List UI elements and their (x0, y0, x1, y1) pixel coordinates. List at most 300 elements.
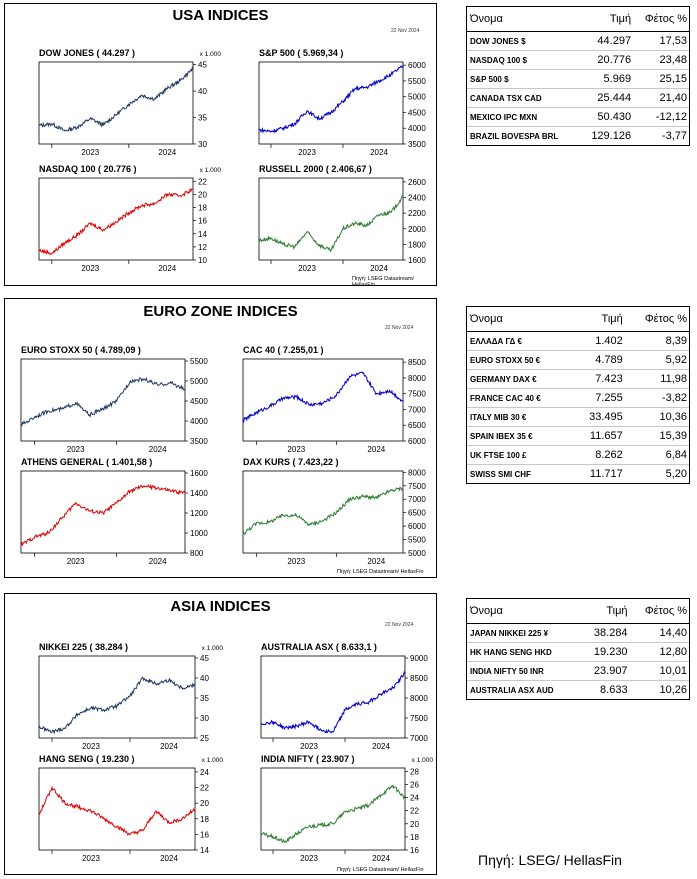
data-point (103, 124, 104, 125)
table-row (467, 389, 689, 408)
usa-panel-date: 22 Nov 2024 (391, 28, 420, 34)
chart-title: EURO STOXX 50 ( 4.789,09 ) (21, 345, 141, 355)
index-price: 20.776 (580, 51, 633, 70)
series-line (39, 677, 195, 733)
data-point (194, 809, 195, 810)
data-point (141, 205, 142, 206)
data-point (330, 112, 331, 113)
x-tick-label: 2023 (66, 445, 85, 454)
series-line (261, 672, 405, 733)
data-point (141, 95, 142, 96)
data-point (142, 830, 143, 831)
chart-svg (237, 455, 433, 567)
usa-panel (4, 3, 437, 286)
data-point (368, 805, 369, 806)
y-tick-label: 30 (200, 714, 209, 723)
data-point (115, 114, 116, 115)
series-line (39, 68, 193, 131)
chart-athens (15, 455, 215, 567)
data-point (77, 806, 78, 807)
index-name: FRANCE CAC 40 € (467, 389, 572, 408)
chart-stoxx (15, 343, 215, 455)
euro-table (466, 306, 690, 484)
data-point (34, 536, 35, 537)
index-name: GERMANY DAX € (467, 370, 572, 389)
chart-title: S&P 500 ( 5.969,34 ) (259, 48, 344, 58)
index-ytd: 10,26 (659, 684, 687, 696)
data-point (362, 373, 363, 374)
data-point (404, 672, 405, 673)
table-row (467, 624, 689, 643)
table-row (467, 643, 689, 662)
y-tick-label: 1600 (408, 256, 426, 265)
index-price: 7.255 (572, 389, 624, 408)
series-line (21, 378, 185, 426)
index-ytd: 14,40 (630, 624, 689, 643)
x-tick-label: 2024 (367, 557, 386, 566)
table-row (467, 446, 689, 465)
y-tick-label: 1400 (190, 489, 208, 498)
table-header-row (467, 599, 689, 624)
data-point (356, 808, 357, 809)
usa-panel-title: USA INDICES (172, 7, 269, 24)
index-price: 1.402 (572, 332, 624, 351)
euro-panel-date: 22 Nov 2024 (385, 325, 414, 331)
plot-frame (39, 178, 193, 260)
index-ytd: 5,20 (665, 468, 687, 480)
series-line (21, 485, 185, 545)
data-point (294, 123, 295, 124)
table-row (467, 332, 689, 351)
chart-title: CAC 40 ( 7.255,01 ) (243, 345, 324, 355)
data-point (77, 126, 78, 127)
col-ytd-header: Φέτος % (630, 599, 689, 624)
table-row (467, 351, 689, 370)
chart-svg (255, 752, 435, 864)
data-point (336, 395, 337, 396)
y-tick-label: 7500 (408, 389, 426, 399)
index-name: SWISS SMI CHF (470, 469, 531, 479)
data-point (128, 104, 129, 105)
y-tick-label: 8500 (410, 674, 428, 683)
data-point (362, 496, 363, 497)
x-tick-label: 2023 (81, 264, 100, 273)
y-tick-label: 8000 (408, 373, 426, 383)
data-point (389, 491, 390, 492)
y-tick-label: 7000 (410, 734, 428, 743)
col-price-header: Τιμή (580, 7, 633, 32)
data-point (130, 490, 131, 491)
plot-frame (243, 471, 403, 553)
data-point (61, 408, 62, 409)
chart-svg (33, 46, 223, 158)
data-point (260, 833, 261, 834)
index-name: NASDAQ 100 $ (467, 51, 580, 70)
index-name: JAPAN NIKKEI 225 ¥ (467, 624, 581, 643)
table-row (467, 32, 689, 51)
data-point (376, 393, 377, 394)
col-name-header: Όνομα (467, 307, 572, 332)
data-point (20, 424, 21, 425)
chart-asx (255, 640, 435, 752)
y-tick-label: 16 (410, 846, 419, 855)
y-tick-label: 6000 (408, 61, 426, 71)
data-point (155, 810, 156, 811)
x-tick-label: 2024 (372, 854, 390, 863)
chart-russell (253, 162, 433, 274)
data-point (171, 490, 172, 491)
col-name-header: Όνομα (467, 599, 581, 624)
y-tick-label: 9000 (410, 654, 428, 663)
data-point (296, 725, 297, 726)
data-point (64, 803, 65, 804)
chart-title: RUSSELL 2000 ( 2.406,67 ) (259, 164, 372, 174)
euro-panel-title: EURO ZONE INDICES (143, 303, 298, 320)
y-tick-label: 5500 (408, 535, 426, 545)
index-ytd: 25,15 (633, 70, 689, 89)
table-row (467, 662, 689, 681)
col-price-header: Τιμή (581, 599, 630, 624)
table-row (467, 89, 689, 108)
x-tick-label: 2023 (300, 854, 318, 863)
index-price: 50.430 (580, 108, 633, 127)
index-price: 129.126 (591, 130, 632, 142)
data-point (354, 223, 355, 224)
y-tick-label: 20 (200, 799, 209, 809)
table-row (467, 370, 689, 389)
data-point (242, 534, 243, 535)
chart-title: DAX KURS ( 7.423,22 ) (243, 457, 339, 467)
index-name: INDIA NIFTY 50 INR (467, 662, 581, 681)
data-point (102, 512, 103, 513)
y-tick-label: 1000 (190, 529, 208, 538)
x-tick-label: 2024 (148, 445, 167, 454)
plot-frame (259, 62, 403, 144)
index-price: 8.633 (600, 684, 628, 696)
index-ytd: 23,48 (633, 51, 689, 70)
footer-source: Πηγή: LSEG/ HellasFin (478, 852, 622, 868)
data-point (402, 487, 403, 488)
data-point (48, 410, 49, 411)
chart-unit: x 1.000 (199, 167, 221, 174)
data-point (356, 703, 357, 704)
index-name: EURO STOXX 50 € (467, 351, 572, 370)
data-point (143, 378, 144, 379)
plot-frame (39, 656, 195, 738)
chart-title: ATHENS GENERAL ( 1.401,58 ) (21, 457, 153, 467)
data-point (89, 414, 90, 415)
y-tick-label: 4000 (190, 417, 208, 426)
x-tick-label: 2024 (148, 557, 167, 566)
data-point (184, 389, 185, 390)
data-point (269, 406, 270, 407)
data-point (308, 721, 309, 722)
series-line (243, 372, 403, 422)
data-point (38, 814, 39, 815)
chart-unit: x 1.000 (201, 645, 223, 652)
data-point (128, 212, 129, 213)
data-point (116, 826, 117, 827)
data-point (366, 225, 367, 226)
col-name-header: Όνομα (467, 7, 580, 32)
y-tick-label: 6000 (408, 522, 426, 532)
data-point (154, 203, 155, 204)
data-point (157, 487, 158, 488)
data-point (320, 729, 321, 730)
index-price: 8.262 (572, 446, 624, 465)
table-row (467, 51, 689, 70)
index-ytd: -3,82 (625, 389, 689, 408)
data-point (294, 246, 295, 247)
table-row (467, 408, 689, 427)
data-point (332, 731, 333, 732)
data-point (308, 826, 309, 827)
index-price: 44.297 (580, 32, 633, 51)
plot-frame (261, 768, 405, 850)
data-point (48, 532, 49, 533)
y-tick-label: 14 (198, 229, 207, 239)
y-tick-label: 24 (410, 793, 419, 803)
x-tick-label: 2024 (367, 445, 386, 454)
col-ytd-header: Φέτος % (633, 7, 689, 32)
y-tick-label: 4000 (408, 124, 426, 134)
data-point (366, 87, 367, 88)
x-tick-label: 2024 (370, 148, 388, 157)
data-point (51, 123, 52, 124)
data-point (380, 794, 381, 795)
data-point (64, 727, 65, 728)
data-point (402, 196, 403, 197)
chart-nifty (255, 752, 435, 864)
chart-svg (15, 343, 215, 455)
y-tick-label: 18 (410, 832, 419, 842)
data-point (282, 398, 283, 399)
table-row (467, 681, 689, 700)
chart-svg (33, 162, 223, 274)
data-point (389, 390, 390, 391)
asia-table (466, 598, 690, 700)
table-row (467, 70, 689, 89)
chart-unit: x 1.000 (199, 51, 221, 58)
y-tick-label: 14 (200, 846, 209, 855)
data-point (284, 842, 285, 843)
index-ytd: -3,77 (661, 130, 687, 142)
series-line (259, 196, 403, 251)
data-point (181, 818, 182, 819)
data-point (376, 497, 377, 498)
y-tick-label: 18 (198, 203, 207, 213)
data-point (309, 524, 310, 525)
chart-dow (33, 46, 223, 158)
chart-svg (15, 455, 215, 567)
series-line (259, 66, 403, 132)
usa-panel-source: Πηγή: LSEG Datastream/ HellasFin (352, 276, 415, 288)
chart-title: INDIA NIFTY ( 23.907 ) (261, 754, 355, 764)
index-ytd: 11,98 (625, 370, 689, 389)
x-tick-label: 2023 (287, 445, 306, 454)
y-tick-label: 10 (198, 256, 207, 265)
table-row (467, 465, 689, 484)
asia-panel-source: Πηγή: LSEG Datastream/ HellasFin (337, 867, 424, 873)
y-tick-label: 8000 (408, 468, 426, 478)
data-point (155, 683, 156, 684)
y-tick-label: 40 (200, 674, 209, 683)
x-tick-label: 2024 (158, 264, 177, 273)
y-tick-label: 5000 (408, 92, 426, 102)
chart-svg (33, 640, 225, 752)
data-point (258, 240, 259, 241)
chart-title: NIKKEI 225 ( 38.284 ) (39, 642, 129, 652)
index-name: MEXICO IPC MXN (467, 108, 580, 127)
x-tick-label: 2024 (160, 854, 178, 863)
data-point (89, 510, 90, 511)
data-point (306, 110, 307, 111)
index-ytd: -12,12 (633, 108, 689, 127)
index-ytd: 6,84 (625, 446, 689, 465)
data-point (354, 88, 355, 89)
data-point (143, 485, 144, 486)
data-point (336, 512, 337, 513)
data-point (256, 523, 257, 524)
chart-svg (253, 162, 433, 274)
y-tick-label: 22 (410, 806, 419, 816)
data-point (154, 98, 155, 99)
index-ytd: 10,01 (630, 662, 689, 681)
data-point (402, 401, 403, 402)
data-point (368, 701, 369, 702)
x-tick-label: 2023 (298, 264, 316, 273)
data-point (77, 713, 78, 714)
data-point (260, 723, 261, 724)
x-tick-label: 2024 (160, 742, 178, 751)
data-point (404, 798, 405, 799)
y-tick-label: 6500 (408, 508, 426, 518)
data-point (272, 836, 273, 837)
index-price: 23.907 (581, 662, 630, 681)
data-point (90, 118, 91, 119)
data-point (349, 376, 350, 377)
data-point (318, 245, 319, 246)
index-ytd: 21,40 (633, 89, 689, 108)
data-point (75, 402, 76, 403)
chart-cac (237, 343, 433, 455)
y-tick-label: 7500 (410, 714, 428, 723)
y-tick-label: 7000 (408, 495, 426, 505)
data-point (330, 250, 331, 251)
index-name: AUSTRALIA ASX AUD (470, 685, 554, 695)
chart-nikkei (33, 640, 225, 752)
y-tick-label: 22 (200, 783, 209, 793)
data-point (103, 818, 104, 819)
data-point (34, 416, 35, 417)
data-point (38, 125, 39, 126)
data-point (270, 238, 271, 239)
data-point (270, 131, 271, 132)
table-header-row (467, 307, 689, 332)
chart-svg (255, 640, 435, 752)
y-tick-label: 40 (198, 87, 207, 97)
data-point (102, 408, 103, 409)
chart-title: AUSTRALIA ASX ( 8.633,1 ) (261, 642, 377, 652)
data-point (51, 787, 52, 788)
data-point (242, 420, 243, 421)
index-name: ITALY MIB 30 € (467, 408, 572, 427)
data-point (402, 66, 403, 67)
y-tick-label: 16 (198, 216, 207, 226)
data-point (296, 833, 297, 834)
x-tick-label: 2023 (82, 742, 100, 751)
data-point (344, 709, 345, 710)
y-tick-label: 26 (410, 780, 419, 790)
data-point (64, 130, 65, 131)
data-point (38, 726, 39, 727)
data-point (282, 515, 283, 516)
index-price: 33.495 (572, 408, 624, 427)
index-ytd: 12,80 (630, 643, 689, 662)
asia-panel-title: ASIA INDICES (170, 598, 271, 615)
chart-title: HANG SENG ( 19.230 ) (39, 754, 135, 764)
data-point (90, 223, 91, 224)
data-point (342, 101, 343, 102)
data-point (171, 382, 172, 383)
index-ytd: 5,92 (625, 351, 689, 370)
data-point (309, 404, 310, 405)
x-tick-label: 2023 (298, 148, 316, 157)
y-tick-label: 45 (200, 654, 209, 663)
y-tick-label: 4500 (190, 397, 208, 406)
data-point (64, 242, 65, 243)
data-point (38, 250, 39, 251)
data-point (90, 810, 91, 811)
chart-title: DOW JONES ( 44.297 ) (39, 48, 136, 58)
data-point (181, 687, 182, 688)
data-point (344, 811, 345, 812)
y-tick-label: 2600 (408, 177, 426, 187)
data-point (180, 195, 181, 196)
euro-panel (4, 298, 437, 578)
index-ytd: 8,39 (625, 332, 689, 351)
data-point (284, 727, 285, 728)
x-tick-label: 2023 (287, 557, 306, 566)
data-point (116, 705, 117, 706)
data-point (322, 520, 323, 521)
data-point (142, 677, 143, 678)
data-point (61, 517, 62, 518)
plot-frame (261, 656, 405, 738)
chart-svg (237, 343, 433, 455)
y-tick-label: 16 (200, 830, 209, 840)
data-point (342, 228, 343, 229)
usa-table (466, 6, 690, 146)
series-line (261, 786, 405, 843)
data-point (20, 544, 21, 545)
y-tick-label: 3500 (408, 140, 426, 149)
data-point (296, 396, 297, 397)
data-point (167, 194, 168, 195)
index-price: 7.423 (572, 370, 624, 389)
plot-frame (39, 768, 195, 850)
data-point (103, 709, 104, 710)
y-tick-label: 5000 (408, 549, 426, 558)
series-line (243, 487, 403, 534)
y-tick-label: 1800 (408, 240, 426, 250)
data-point (282, 244, 283, 245)
y-tick-label: 4500 (408, 108, 426, 118)
index-price: 25.444 (580, 89, 633, 108)
table-header-row (467, 7, 689, 32)
data-point (157, 384, 158, 385)
y-tick-label: 7500 (408, 481, 426, 491)
